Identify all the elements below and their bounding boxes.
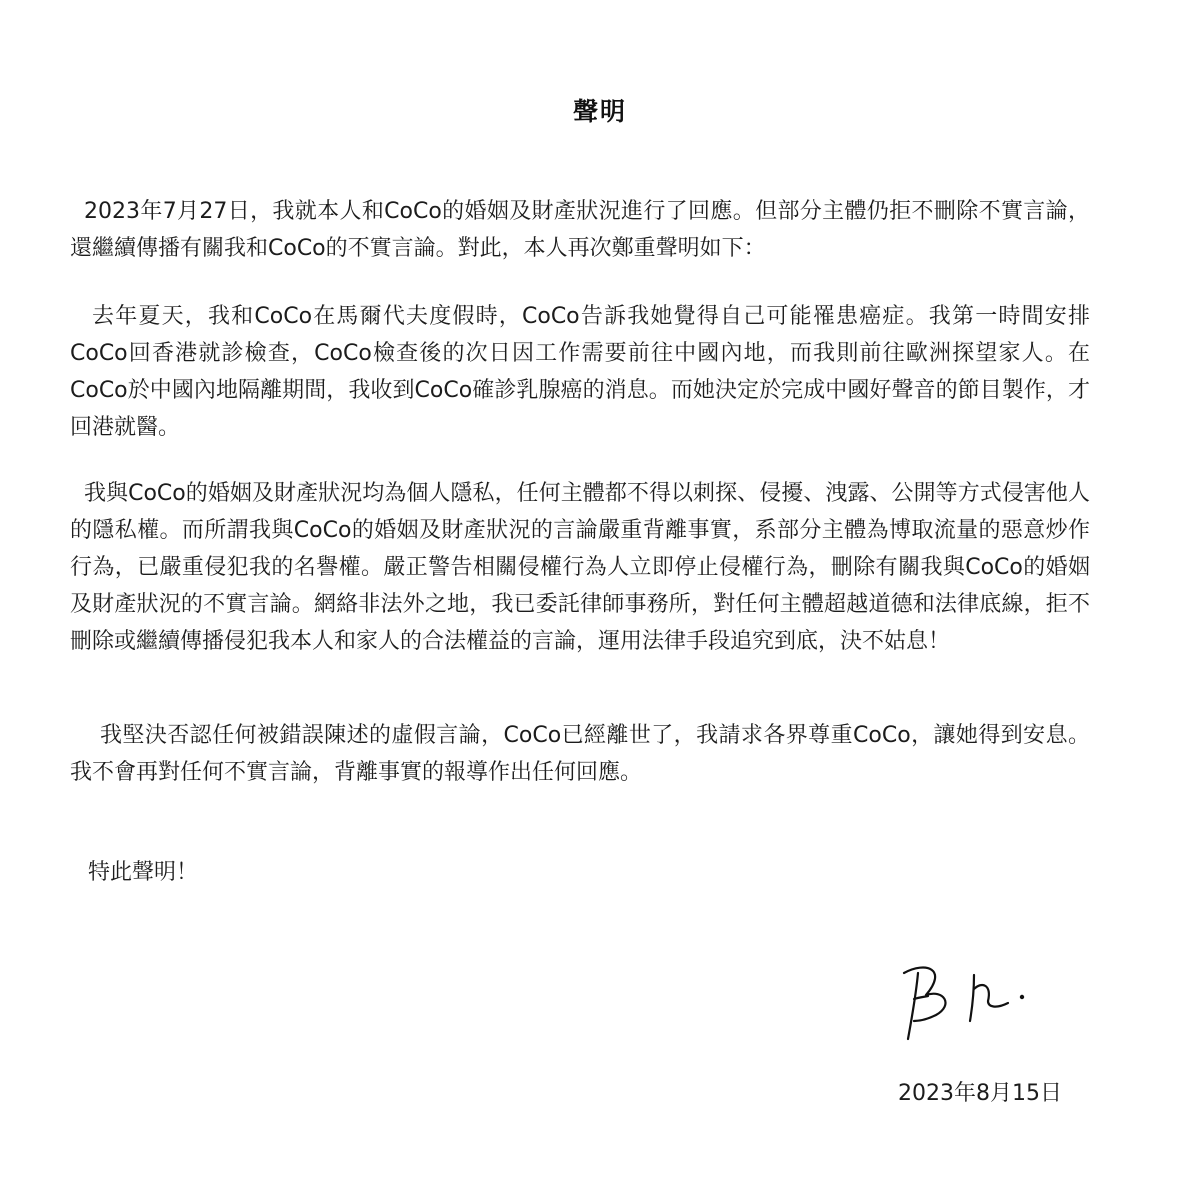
statement-date: 2023年8月15日 <box>898 1081 1062 1106</box>
closing-line: 特此聲明！ <box>88 860 199 885</box>
paragraph-3: 我與CoCo的婚姻及財產狀況均為個人隱私，任何主體都不得以刺探、侵擾、洩露、公開等方式侵害他人的隱私權。而所謂我與CoCo的婚姻及財產狀況的言論嚴重背離事實，系部分主體為博取流量的惡意炒作行為，已嚴重侵犯我的名譽權。嚴正警告相關侵權行為人立即停止侵權行為，刪除有關我與CoCo的婚姻及財產狀況的不實言論。網絡非法外之地，我已委託律師事務所，對任何主體超越道德和法律底線，拒不刪除或繼續傳播侵犯我本人和家人的合法權益的言論，運用法律手段追究到底，決不姑息！ <box>70 481 1090 654</box>
paragraph-2: 去年夏天，我和CoCo在馬爾代夫度假時，CoCo告訴我她覺得自己可能罹患癌症。我第一時間安排CoCo回香港就診檢查，CoCo檢查後的次日因工作需要前往中國內地，而我則前往歐洲探望家人。在CoCo於中國內地隔離期間，我收到CoCo確診乳腺癌的消息。而她決定於完成中國好聲音的節目製作，才回港就醫。 <box>70 304 1090 440</box>
handwritten-signature <box>896 955 1036 1050</box>
statement-title: 聲明 <box>572 97 627 126</box>
paragraph-1: 2023年7月27日，我就本人和CoCo的婚姻及財產狀況進行了回應。但部分主體仍拒不刪除不實言論，還繼續傳播有關我和CoCo的不實言論。對此，本人再次鄭重聲明如下： <box>70 199 1090 261</box>
paragraph-4: 我堅決否認任何被錯誤陳述的虛假言論，CoCo已經離世了，我請求各界尊重CoCo，讓她得到安息。我不會再對任何不實言論，背離事實的報導作出任何回應。 <box>70 723 1090 785</box>
